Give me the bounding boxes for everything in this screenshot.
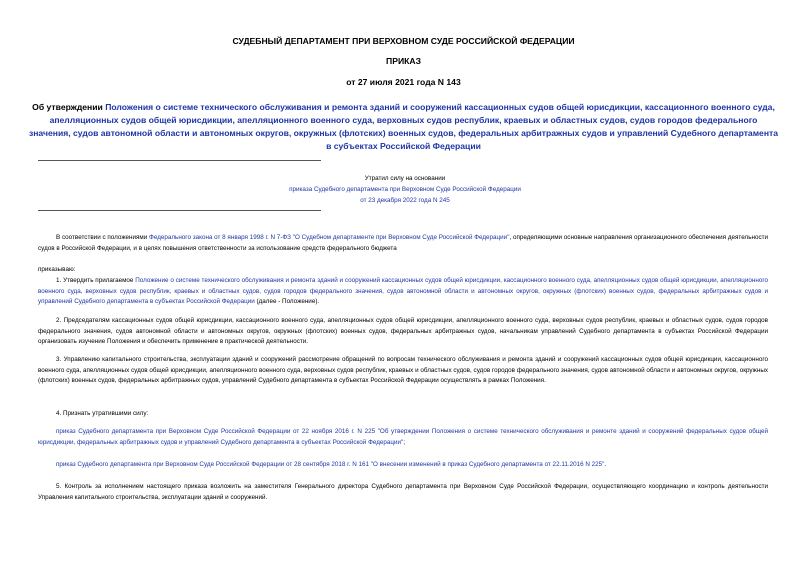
paragraph-item-4: 4. Признать утратившими силу: <box>56 410 149 417</box>
doc-date-number: от 27 июля 2021 года N 143 <box>346 77 461 87</box>
paragraph-item-2: 2. Председателям кассационных судов общей юрисдикции, кассационного военного суда, апелляционных судов общей юрисдикции, апелляционного военного суда, верховных судов республик, краевых и областных судов, судов городов федерального значения, судов автономной области и автономных округов, окружных (флотских) военных судов, федеральных арбитражных судов, начальникам управлений Судебного департамента в субъектах Российской Федерации организовать изучение Положения и обеспечить применение в практической деятельности. <box>38 317 768 346</box>
regulation-link[interactable]: Положение о системе технического обслуживания и ремонта зданий и сооружений кассационных судов общей юрисдикции, кассационного военного суда, апелляционных судов общей юрисдикции, апелляционного военного суда, верховных судов республик, краевых и областных судов, судов городов федерального значения, судов автономной области и автономных округов, окружных (флотских) военных судов, федеральных арбитражных судов и управлений Судебного департамента в субъектах Российской Федерации <box>38 277 768 306</box>
org-name: СУДЕБНЫЙ ДЕПАРТАМЕНТ ПРИ ВЕРХОВНОМ СУДЕ РОССИЙСКОЙ ФЕДЕРАЦИИ <box>232 36 575 46</box>
order-225-link[interactable]: приказ Судебного департамента при Верховном Суде Российской Федерации от 22 ноября 2016 г. N 225 "Об утверждении Положения о системе технического обслуживания и ремонте зданий и сооружений федеральных судов общей юрисдикции, федеральных арбитражных судов и управлений Судебного департамента в субъектах Российской Федерации" <box>38 428 768 446</box>
paragraph-item-1 <box>38 276 768 308</box>
title-prefix: Об утверждении <box>32 102 106 112</box>
annulment-text: Утратил силу на основании <box>364 175 446 182</box>
paragraph-prikazyvayu: приказываю: <box>38 266 76 273</box>
paragraph-item-3: 3. Управлению капитального строительства, эксплуатации зданий и сооружений рассмотрение обращений по вопросам технического обслуживания и ремонта зданий и сооружений кассационных судов общей юрисдикции, кассационного военного суда, апелляционных судов общей юрисдикции, апелляционного военного суда, верховных судов республик, краевых и областных судов, судов городов федерального значения, судов автономной области и автономных округов, окружных (флотских) военных судов, федеральных арбитражных судов, управлений Судебного департамента в субъектах Российской Федерации осуществлять в рамках Положения. <box>38 356 768 385</box>
document-title <box>28 101 779 153</box>
item-1-suffix: (далее - Положение). <box>254 298 320 306</box>
item-1-prefix: 1. Утвердить прилагаемое <box>56 277 136 284</box>
revoked-1-suffix: ; <box>403 438 406 446</box>
annulment-note <box>150 173 660 206</box>
federal-law-link[interactable]: Федерального закона от 8 января 1998 г. N 7-ФЗ "О Судебном департаменте при Верховном Суде Российской Федерации" <box>149 234 510 241</box>
paragraph-revoked-1 <box>38 427 768 448</box>
preamble-suffix: , определяющими основные направления организационного обеспечения деятельности судов в Российской Федерации, и в целях повышения ответственности за использование средств федерального бюджета <box>38 234 768 252</box>
revoked-2-suffix: . <box>604 461 607 468</box>
annulment-order-date-link[interactable]: от 23 декабря 2022 года N 245 <box>360 197 450 204</box>
order-161-link[interactable]: приказ Судебного департамента при Верховном Суде Российской Федерации от 28 сентября 2018 г. N 161 "О внесении изменений в приказ Судебного департамента от 22.11.2016 N 225" <box>56 461 605 468</box>
doc-type: ПРИКАЗ <box>386 56 421 66</box>
preamble-prefix: В соответствии с положениями <box>56 234 150 241</box>
divider-bottom <box>38 210 321 211</box>
paragraph-item-5: 5. Контроль за исполнением настоящего приказа возложить на заместителя Генерального директора Судебного департамента при Верховном Суде Российской Федерации, осуществляющего координацию и контроль деятельности Управления капитального строительства, эксплуатации зданий и сооружений. <box>38 483 768 501</box>
divider-top <box>38 160 321 161</box>
paragraph-preamble <box>38 233 768 254</box>
title-regulation-link[interactable]: Положения о системе технического обслуживания и ремонта зданий и сооружений кассационных судов общей юрисдикции, кассационного военного суда, апелляционных судов общей юрисдикции, апелляционного военного суда, верховных судов республик, краевых и областных судов, судов городов федерального значения, судов автономной области и автономных округов, окружных (флотских) военных судов, федеральных арбитражных судов и управлений Судебного департамента в субъектах Российской Федерации <box>28 102 779 151</box>
annulment-order-link[interactable]: приказа Судебного департамента при Верховном Суде Российской Федерации <box>289 186 521 193</box>
paragraph-revoked-2 <box>38 460 768 471</box>
